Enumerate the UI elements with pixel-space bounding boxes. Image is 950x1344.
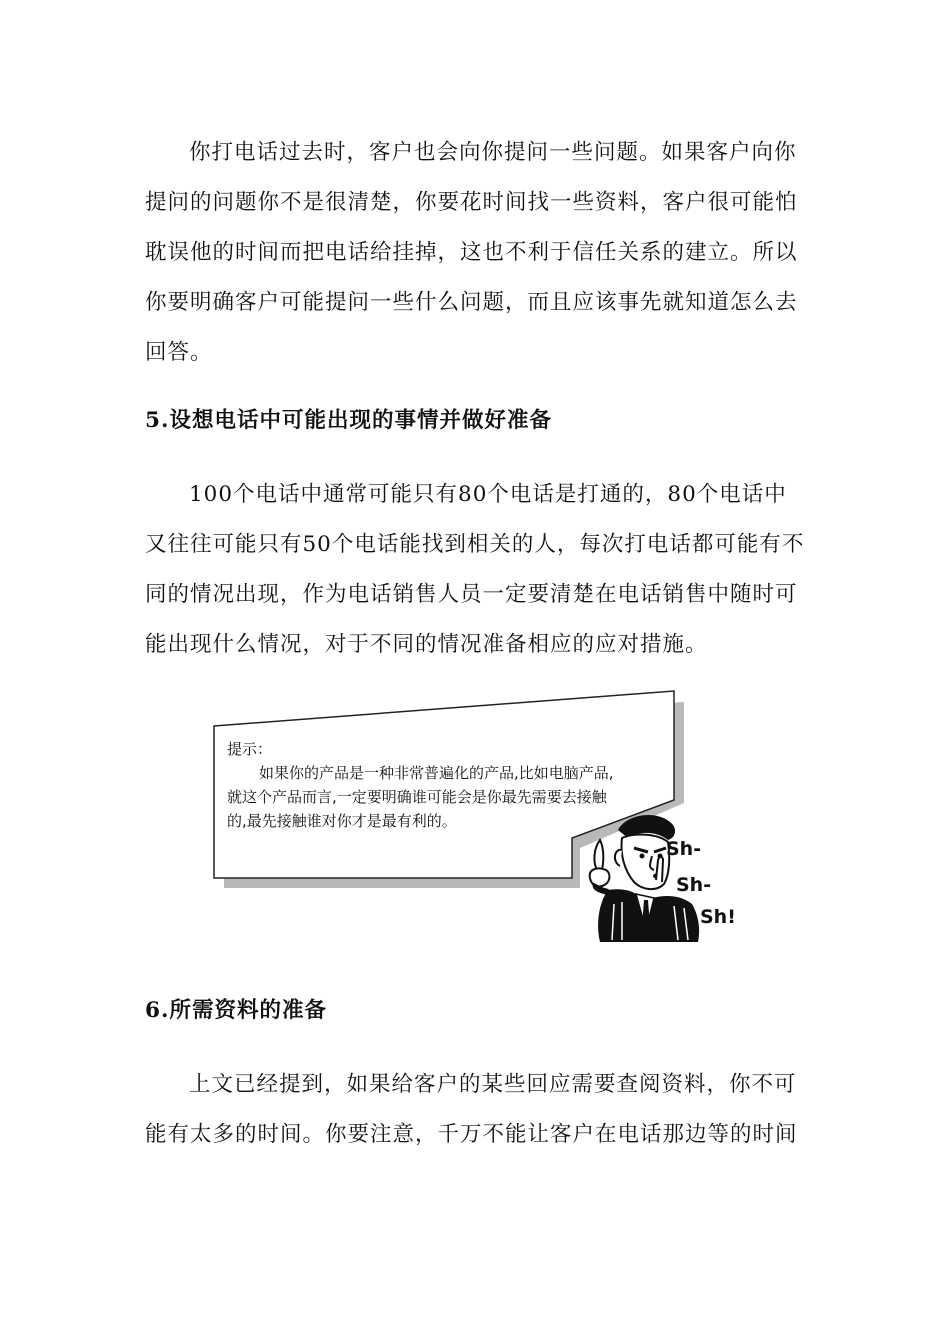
text-line: 你打电话过去时，客户也会向你提问一些问题。如果客户向你 [189, 140, 797, 165]
text-line: 同的情况出现，作为电话销售人员一定要清楚在电话销售中随时可 [145, 582, 798, 607]
text-line: 提问的问题你不是很清楚，你要花时间找一些资料，客户很可能怕 [145, 190, 798, 215]
paragraph-customer-questions [145, 128, 810, 378]
text-line: 你要明确客户可能提问一些什么问题，而且应该事先就知道怎么去 [145, 290, 798, 315]
text-line: 又往往可能只有50个电话能找到相关的人，每次打电话都可能有不 [145, 532, 805, 557]
section-heading-6: 6.所需资料的准备 [145, 998, 327, 1023]
section-heading-5: 5.设想电话中可能出现的事情并做好准备 [145, 408, 552, 433]
shushing-caption: Sh- [676, 874, 712, 896]
text-line: 耽误他的时间而把电话给挂掉，这也不利于信任关系的建立。所以 [145, 240, 798, 265]
tip-line: 的,最先接触谁对你才是最有利的。 [227, 812, 457, 830]
shushing-caption: Sh! [700, 906, 736, 928]
text-line: 能出现什么情况，对于不同的情况准备相应的应对措施。 [145, 632, 708, 657]
text-line: 100个电话中通常可能只有80个电话是打通的，80个电话中 [189, 482, 787, 507]
text-line: 能有太多的时间。你要注意，千万不能让客户在电话那边等的时间 [145, 1122, 798, 1147]
paragraph-call-situations [145, 470, 810, 670]
text-line: 回答。 [145, 340, 213, 365]
paragraph-materials-prep [145, 1060, 810, 1160]
shushing-caption: Sh- [666, 838, 702, 860]
tip-label: 提示： [227, 740, 273, 758]
tip-line: 就这个产品而言,一定要明确谁可能会是你最先需要去接触 [227, 788, 607, 806]
text-line: 上文已经提到，如果给客户的某些回应需要查阅资料，你不可 [189, 1072, 797, 1097]
tip-line: 如果你的产品是一种非常普遍化的产品,比如电脑产品, [259, 764, 614, 782]
